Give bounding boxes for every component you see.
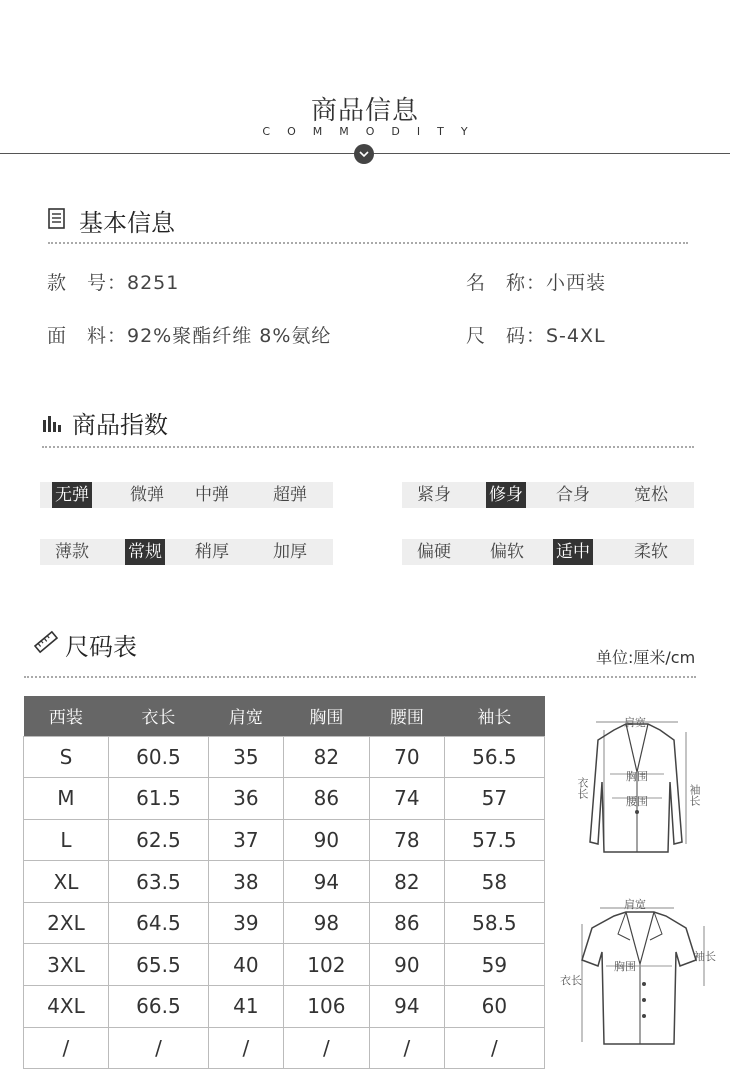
index-option: 偏硬 [417,542,451,562]
chevron-down-icon [354,144,374,164]
table-cell: S [24,736,109,778]
jacket-measure-diagram [574,712,700,864]
vest-length-label: 衣长 [560,974,582,987]
table-cell: XL [24,861,109,903]
table-cell: 36 [209,778,284,820]
info-item-material: 面 料：92%聚酯纤维 8%氨纶 [47,325,332,347]
table-cell: 38 [209,861,284,903]
short-sleeve-measure-diagram [558,894,720,1054]
table-cell: / [24,1027,109,1069]
index-option: 常规 [125,539,165,565]
ruler-icon [34,630,58,658]
table-cell: 60 [444,986,544,1028]
index-option: 中弹 [195,485,229,505]
table-cell: 3XL [24,944,109,986]
table-cell: 57.5 [444,819,544,861]
vest-shoulder-label: 肩宽 [624,898,646,911]
table-row [24,736,545,778]
table-cell: 102 [283,944,369,986]
page-subtitle: COMMODITY [262,125,485,138]
table-row [24,778,545,820]
dotted-divider [48,242,688,244]
index-option: 微弹 [130,485,164,505]
column-header: 胸围 [283,696,369,736]
table-cell: 62.5 [108,819,208,861]
table-cell: 39 [209,902,284,944]
column-header: 腰围 [370,696,445,736]
table-cell: 60.5 [108,736,208,778]
jacket-shoulder-label: 肩宽 [624,716,646,729]
table-cell: 82 [283,736,369,778]
elasticity-bar [40,482,333,508]
table-cell: 63.5 [108,861,208,903]
info-item-size-range: 尺 码：S-4XL [466,325,606,347]
table-cell: 82 [370,861,445,903]
table-cell: 40 [209,944,284,986]
vest-sleeve-label: 袖长 [694,950,716,963]
index-option: 无弹 [52,482,92,508]
table-cell: 2XL [24,902,109,944]
column-header: 肩宽 [209,696,284,736]
table-cell: / [370,1027,445,1069]
table-cell: 74 [370,778,445,820]
table-cell: 94 [370,986,445,1028]
index-option: 稍厚 [195,542,229,562]
table-cell: 57 [444,778,544,820]
index-option: 薄款 [55,542,89,562]
table-cell: 58 [444,861,544,903]
thickness-bar [40,539,333,565]
column-header: 袖长 [444,696,544,736]
table-cell: 86 [370,902,445,944]
size-chart-title: 尺码表 [65,633,137,661]
table-cell: 4XL [24,986,109,1028]
dotted-divider [42,446,694,448]
table-cell: 64.5 [108,902,208,944]
index-option: 紧身 [417,485,451,505]
table-cell: / [108,1027,208,1069]
table-cell: 37 [209,819,284,861]
table-cell: / [209,1027,284,1069]
table-cell: 94 [283,861,369,903]
table-cell: 90 [370,944,445,986]
index-option: 宽松 [634,485,668,505]
table-cell: / [444,1027,544,1069]
table-cell: M [24,778,109,820]
fit-bar [402,482,694,508]
index-title: 商品指数 [72,411,168,439]
table-cell: 70 [370,736,445,778]
table-cell: 98 [283,902,369,944]
index-option: 合身 [556,485,590,505]
table-cell: 35 [209,736,284,778]
index-option: 偏软 [490,542,524,562]
table-cell: 90 [283,819,369,861]
table-cell: 59 [444,944,544,986]
table-header-row [24,696,545,736]
table-cell: 86 [283,778,369,820]
unit-label: 单位:厘米/cm [596,648,696,667]
table-row [24,986,545,1028]
table-cell: 56.5 [444,736,544,778]
table-cell: 106 [283,986,369,1028]
index-option: 超弹 [273,485,307,505]
softness-bar [402,539,694,565]
dotted-divider [24,676,696,678]
index-option: 柔软 [634,542,668,562]
table-row [24,819,545,861]
index-option: 修身 [486,482,526,508]
table-cell: 66.5 [108,986,208,1028]
table-cell: 61.5 [108,778,208,820]
page-title: 商品信息 [310,96,419,126]
column-header: 西装 [24,696,109,736]
basic-info-title: 基本信息 [79,209,175,237]
column-header: 衣长 [108,696,208,736]
table-row [24,861,545,903]
index-option: 适中 [553,539,593,565]
document-icon [48,208,66,234]
jacket-sleeve-label: 袖长 [688,784,701,806]
index-option: 加厚 [273,542,307,562]
table-row [24,1027,545,1069]
jacket-length-label: 衣长 [576,777,589,799]
table-cell: L [24,819,109,861]
table-cell: 78 [370,819,445,861]
table-cell: 58.5 [444,902,544,944]
table-cell: 41 [209,986,284,1028]
info-item-number: 款 号：8251 [47,272,180,294]
jacket-chest-label: 胸围 [626,770,648,783]
table-cell: / [283,1027,369,1069]
bar-chart-icon [42,414,62,436]
table-cell: 65.5 [108,944,208,986]
jacket-waist-label: 腰围 [626,795,648,808]
info-item-name: 名 称：小西装 [466,272,607,294]
size-table [23,696,545,1069]
table-row [24,944,545,986]
table-row [24,902,545,944]
vest-chest-label: 胸围 [614,960,636,973]
